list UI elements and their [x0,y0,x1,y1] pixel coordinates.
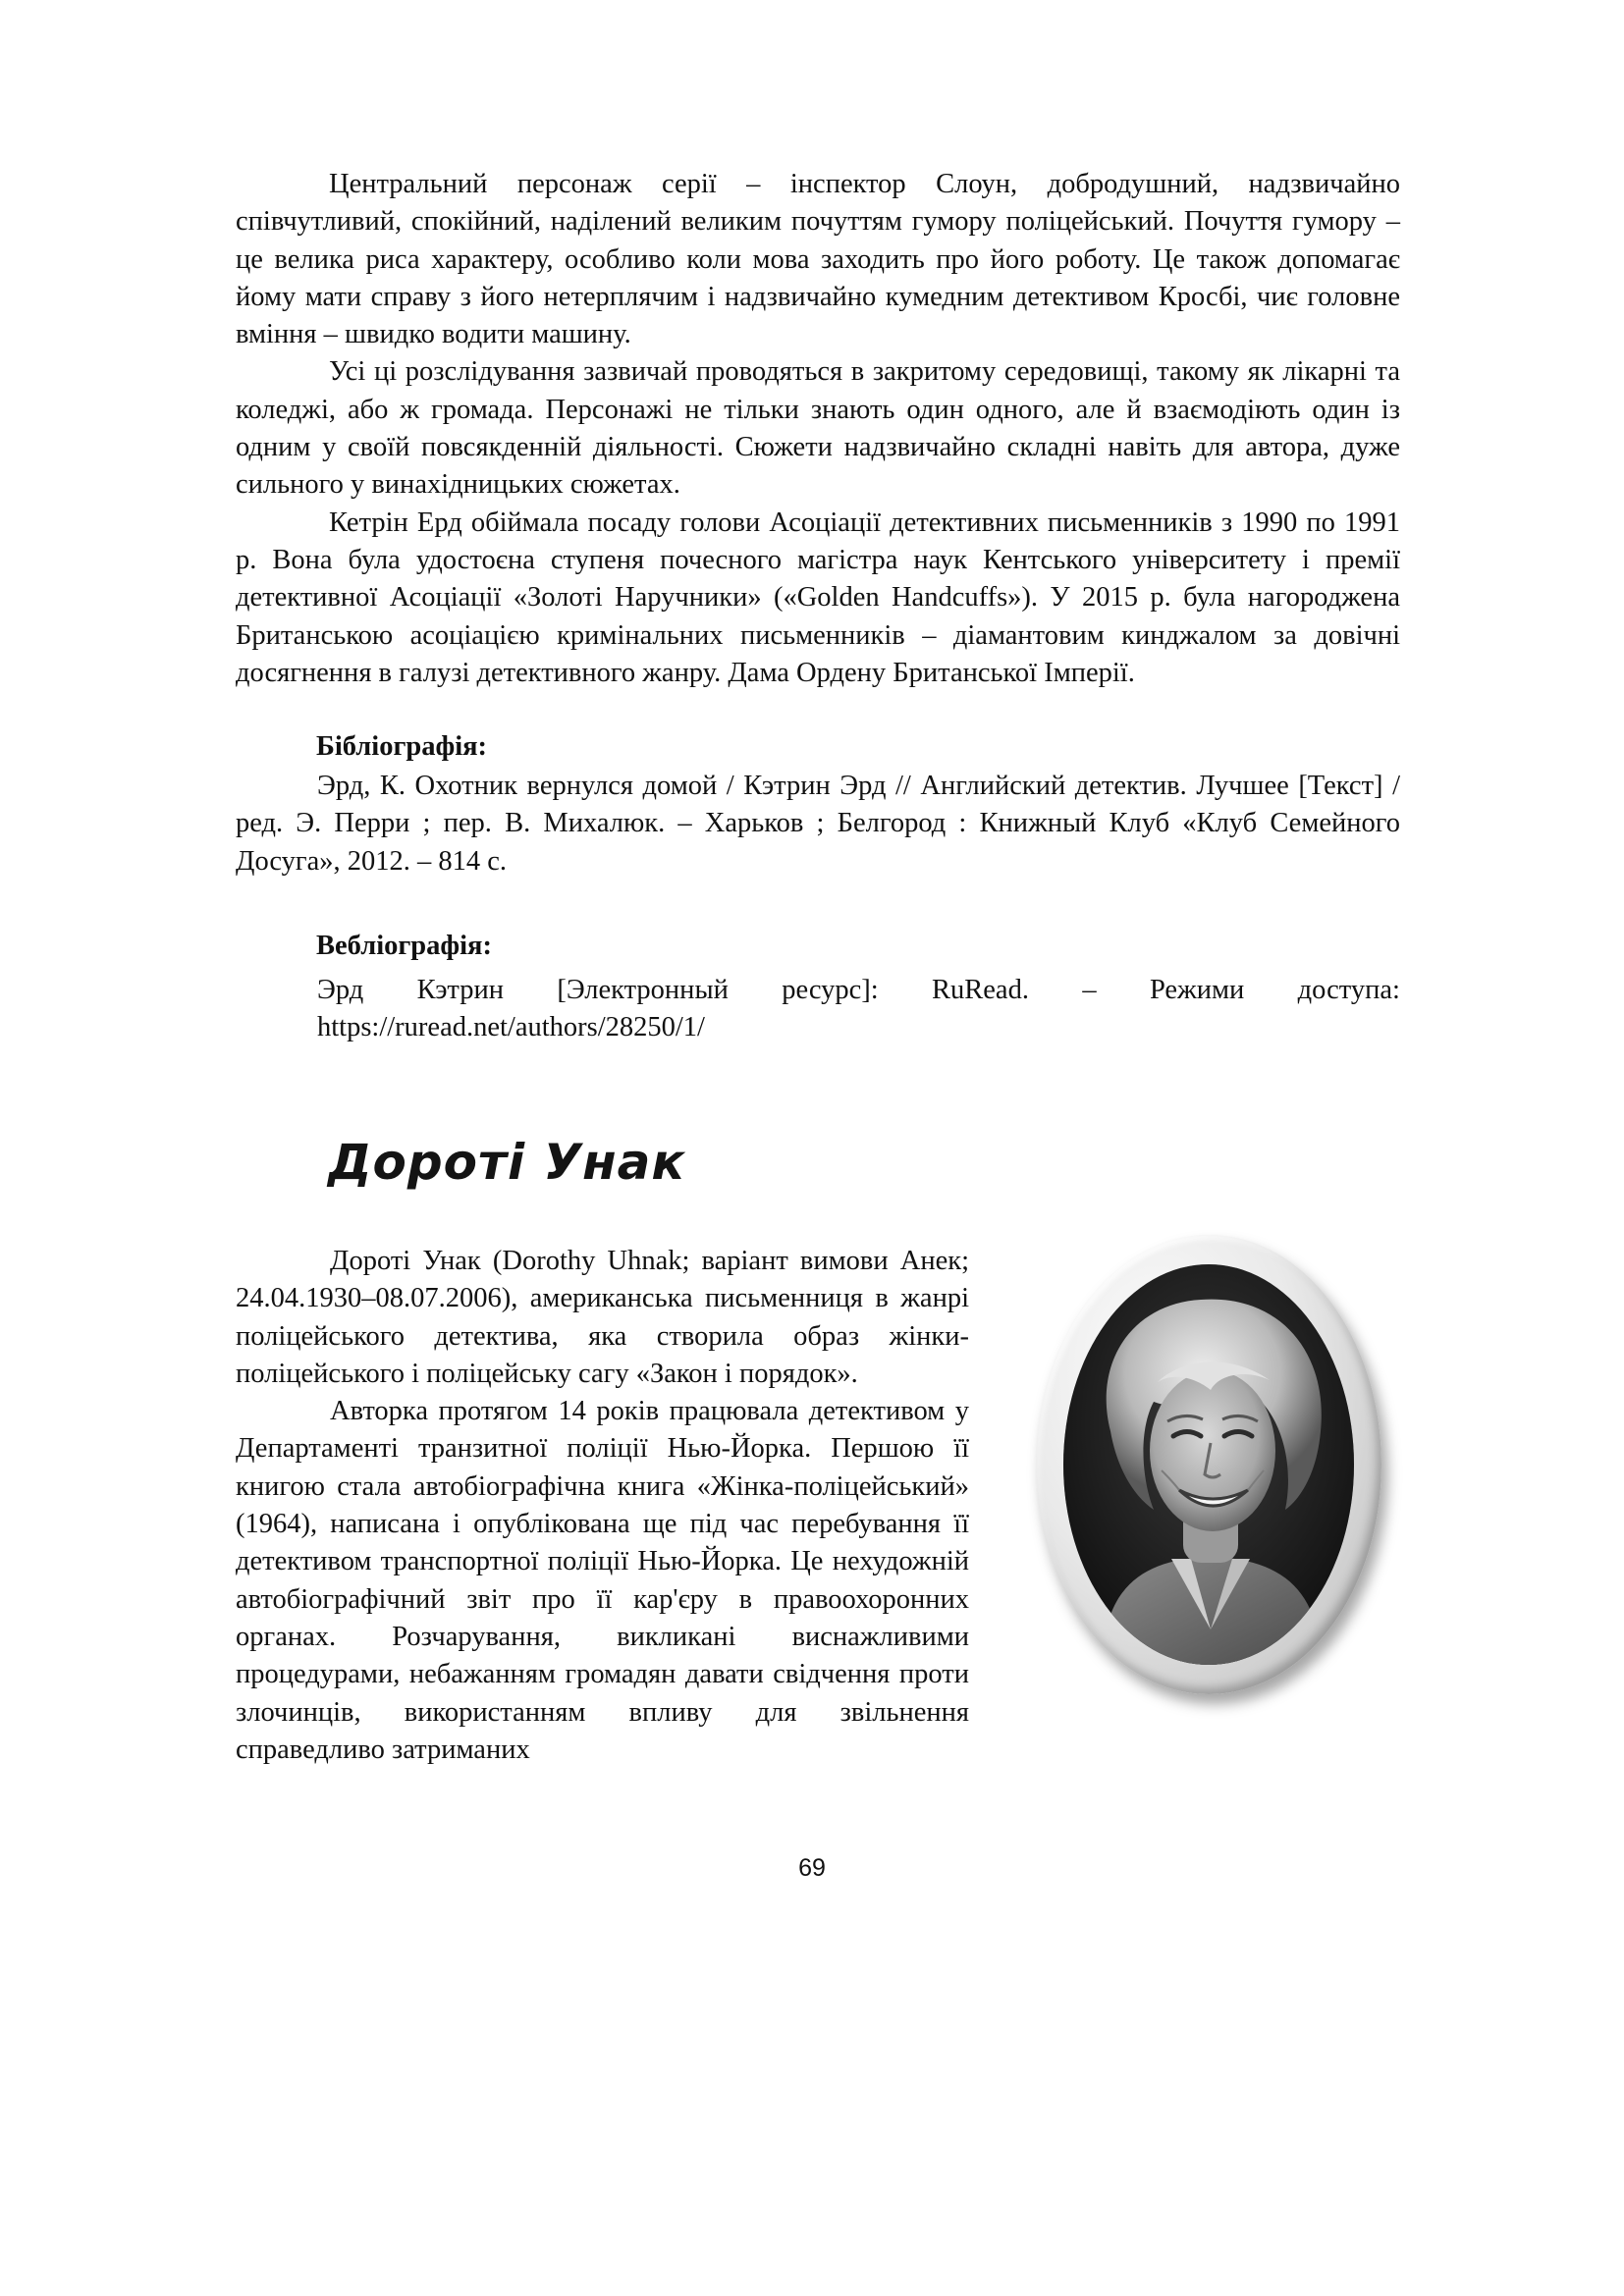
author-portrait [1063,1264,1354,1665]
webliography-word: RuRead. [932,975,1029,1005]
page-number: 69 [798,1854,826,1882]
webliography-word: Эрд [317,975,364,1005]
webliography-section [236,972,1400,1047]
bibliography-entry: Эрд, К. Охотник вернулся домой / Кэтрин Эрд // Английский детектив. Лучшее [Текст] / ред. Э. Перри ; пер. В. Михалюк. – Харьков ; Белгород : Книжный Клуб «Клуб Семейного Досуга», 2012. – 814 с. [236,771,1400,877]
paragraph-investigations: Усі ці розслідування зазвичай проводяться в закритому середовищі, такому як лікарні та коледжі, або ж громада. Персонажі не тільки знають один одного, але й взаємодіють один із одним у своїй повсякденній діяльності. Сюжети надзвичайно складні навіть для автора, дуже сильного у винахідницьких сюжетах. [236,356,1400,501]
intro-text [236,166,1400,692]
paragraph-awards: Кетрін Ерд обіймала посаду голови Асоціації детективних письменників з 1990 по 1991 р. Вона була удостоєна ступеня почесного магістра наук Кентського університету і премії детективної Асоціації «Золоті Наручники» («Golden Handcuffs»). У 2015 р. була нагороджена Британською асоціацією кримінальних письменників – діамантовим кинджалом за довічні досягнення в галузі детективного жанру. Дама Ордену Британської Імперії. [236,507,1400,688]
bibliography-section [236,768,1400,881]
bio-paragraph-career: Авторка протягом 14 років працювала детективом у Департаменті транзитної поліції Нью-Йорка. Першою її книгою стала автобіографічна книга «Жінка-поліцейський» (1964), написана і опублікована ще під час перебування її детективом транспортної поліції Нью-Йорка. Це нехудожній автобіографічний звіт про її кар'єру в правоохоронних органах. Розчарування, викликані виснажливими процедурами, небажанням громадян давати свідчення проти злочинців, використанням впливу для звільнення справедливо затриманих [236,1396,969,1765]
webliography-word: Кэтрин [416,975,504,1005]
webliography-word: – [1082,975,1097,1005]
portrait-frame [1036,1235,1381,1694]
author-bio [236,1243,969,1769]
bio-paragraph-intro: Дороті Унак (Dorothy Uhnak; варіант вимови Анек; 24.04.1930–08.07.2006), американська письменниця в жанрі поліцейського детектива, яка створила образ жінки-поліцейського і поліцейську сагу «Закон і порядок». [236,1246,969,1389]
webliography-heading: Вебліографія: [316,931,492,961]
bibliography-heading: Бібліографія: [316,731,488,762]
webliography-url[interactable]: https://ruread.net/authors/28250/1/ [317,1012,705,1043]
webliography-entry [236,972,1400,1009]
author-title: Дороті Унак [328,1134,686,1191]
portrait-image [1063,1264,1354,1665]
webliography-word: [Электронный [557,975,729,1005]
webliography-word: ресурс]: [782,975,879,1005]
webliography-word: доступа: [1297,975,1400,1005]
paragraph-sloan: Центральний персонаж серії – інспектор Слоун, добродушний, надзвичайно співчутливий, спокійний, наділений великим почуттям гумору поліцейський. Почуття гумору – це велика риса характеру, особливо коли мова заходить про його роботу. Це також допомагає йому мати справу з його нетерплячим і надзвичайно кумедним детективом Кросбі, чиє головне вміння – швидко водити машину. [236,169,1400,350]
webliography-word: Режими [1149,975,1245,1005]
